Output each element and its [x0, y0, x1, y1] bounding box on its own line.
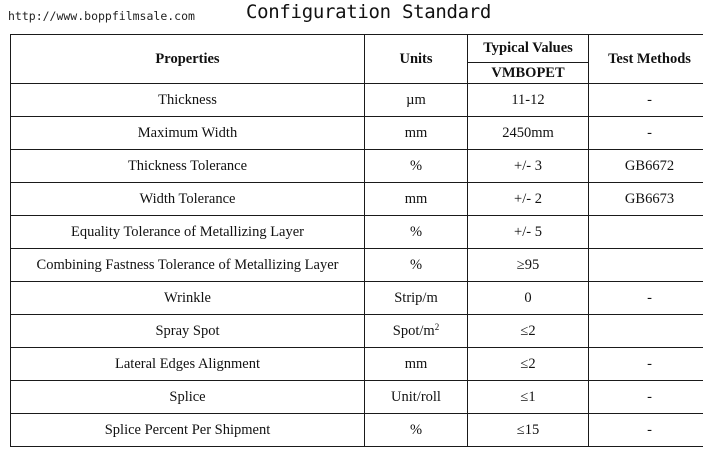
cell-value: ≤2	[468, 315, 589, 348]
cell-property: Spray Spot	[11, 315, 365, 348]
cell-property: Combining Fastness Tolerance of Metallizing Layer	[11, 249, 365, 282]
header-row	[11, 35, 703, 63]
cell-unit: µm	[365, 84, 468, 117]
cell-property: Splice Percent Per Shipment	[11, 414, 365, 447]
table-row	[11, 84, 703, 117]
table-row	[11, 117, 703, 150]
table-row	[11, 150, 703, 183]
cell-unit: mm	[365, 183, 468, 216]
cell-method	[589, 249, 703, 282]
cell-value: +/- 3	[468, 150, 589, 183]
cell-unit: %	[365, 216, 468, 249]
cell-property: Lateral Edges Alignment	[11, 348, 365, 381]
cell-unit: %	[365, 414, 468, 447]
cell-unit: Unit/roll	[365, 381, 468, 414]
table-row	[11, 315, 703, 348]
unit-text: Spot/m	[392, 323, 435, 339]
cell-property: Thickness Tolerance	[11, 150, 365, 183]
cell-property: Equality Tolerance of Metallizing Layer	[11, 216, 365, 249]
cell-property: Maximum Width	[11, 117, 365, 150]
header-units: Units	[365, 35, 468, 84]
cell-method: -	[589, 282, 703, 315]
cell-method: GB6673	[589, 183, 703, 216]
cell-value: 2450mm	[468, 117, 589, 150]
cell-method: -	[589, 348, 703, 381]
table-row	[11, 381, 703, 414]
header-test-methods: Test Methods	[589, 35, 703, 84]
table-row	[11, 216, 703, 249]
cell-unit	[365, 315, 468, 348]
cell-value: ≥95	[468, 249, 589, 282]
table-row	[11, 282, 703, 315]
table-row	[11, 183, 703, 216]
cell-method: -	[589, 84, 703, 117]
cell-unit: %	[365, 150, 468, 183]
cell-property: Width Tolerance	[11, 183, 365, 216]
table-row	[11, 249, 703, 282]
cell-method: GB6672	[589, 150, 703, 183]
cell-value: 11-12	[468, 84, 589, 117]
cell-value: ≤1	[468, 381, 589, 414]
cell-value: +/- 5	[468, 216, 589, 249]
cell-unit: mm	[365, 117, 468, 150]
cell-unit: %	[365, 249, 468, 282]
cell-property: Wrinkle	[11, 282, 365, 315]
cell-unit: mm	[365, 348, 468, 381]
cell-method: -	[589, 414, 703, 447]
table-row	[11, 414, 703, 447]
cell-method: -	[589, 117, 703, 150]
header-typical-values: Typical Values	[468, 35, 589, 63]
cell-unit: Strip/m	[365, 282, 468, 315]
configuration-table	[10, 34, 703, 447]
cell-property: Splice	[11, 381, 365, 414]
cell-property: Thickness	[11, 84, 365, 117]
cell-method	[589, 315, 703, 348]
page-title: Configuration Standard	[246, 1, 492, 23]
cell-method: -	[589, 381, 703, 414]
site-url: http://www.boppfilmsale.com	[8, 9, 195, 23]
table-row	[11, 348, 703, 381]
header-properties: Properties	[11, 35, 365, 84]
unit-superscript: 2	[434, 322, 440, 332]
cell-value: ≤2	[468, 348, 589, 381]
cell-method	[589, 216, 703, 249]
cell-value: +/- 2	[468, 183, 589, 216]
cell-value: 0	[468, 282, 589, 315]
cell-value: ≤15	[468, 414, 589, 447]
header-vmbopet: VMBOPET	[468, 63, 589, 84]
